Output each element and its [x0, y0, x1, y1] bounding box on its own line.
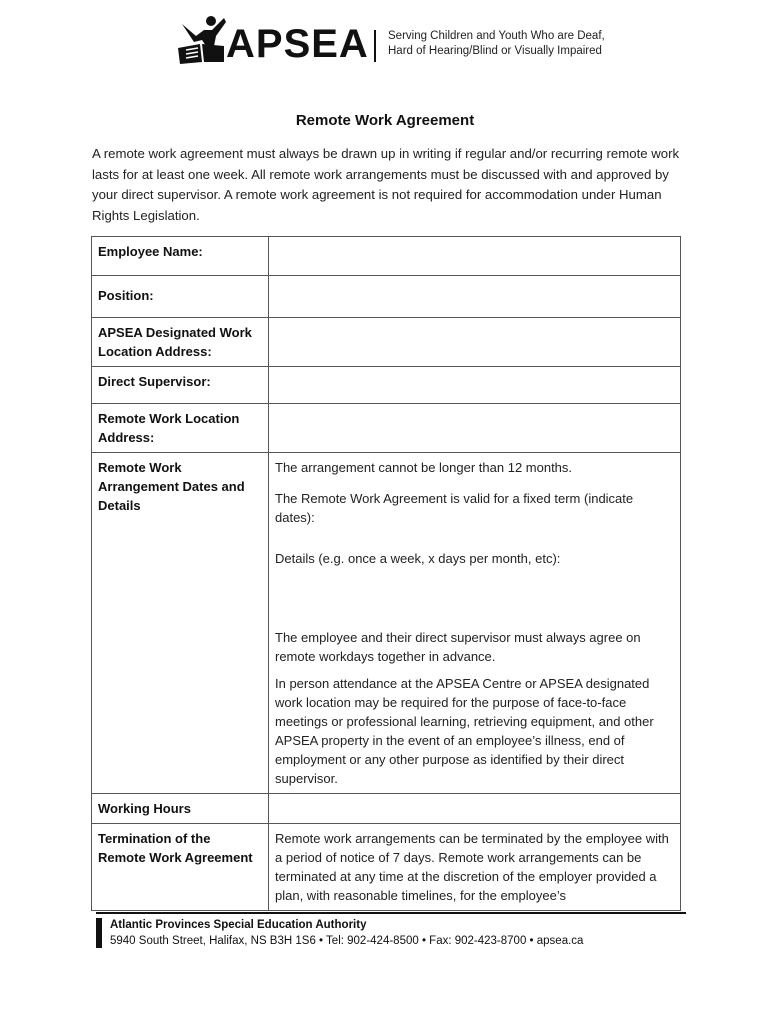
agreement-advance-text: The employee and their direct supervisor must always agree on remote workdays together in advance.	[275, 630, 641, 664]
document-title: Remote Work Agreement	[295, 112, 475, 129]
label-line: Remote Work Agreement	[98, 850, 253, 865]
employee-name-label: Employee Name:	[92, 237, 269, 276]
label-line: Details	[98, 498, 141, 513]
label-line: Location Address:	[98, 344, 212, 359]
label-line: Address:	[98, 430, 155, 445]
intro-paragraph: A remote work agreement must always be drawn up in writing if regular and/or recurring remote work lasts for at least one week. All remote work arrangements must be discussed with and approved by your direct supervisor. A remote work agreement is not required for accommodation under Human Rights Legislation.	[92, 146, 680, 223]
label-line: Arrangement Dates and	[98, 479, 245, 494]
label-line: APSEA Designated Work	[98, 325, 252, 340]
table-row	[92, 237, 681, 276]
table-row	[92, 367, 681, 404]
tagline	[388, 29, 605, 59]
agreement-form-table	[91, 236, 681, 911]
tagline-line: Hard of Hearing/Blind or Visually Impaired	[388, 45, 602, 57]
employee-name-field[interactable]	[269, 237, 681, 276]
footer-contact: 5940 South Street, Halifax, NS B3H 1S6 • Tel: 902-424-8500 • Fax: 902-423-8700 • apsea.ca	[110, 935, 584, 947]
working-hours-field[interactable]	[269, 794, 681, 824]
working-hours-label: Working Hours	[92, 794, 269, 824]
termination-text: Remote work arrangements can be terminated by the employee with a period of notice of 7 days. Remote work arrangements can be terminated at any time at the discretion of the employer provided a plan, with reasonable timelines, for the employee’s	[269, 824, 681, 911]
tagline-line: Serving Children and Youth Who are Deaf,	[388, 30, 605, 42]
direct-supervisor-field[interactable]	[269, 367, 681, 404]
table-row	[92, 824, 681, 911]
table-row	[92, 794, 681, 824]
attendance-text: In person attendance at the APSEA Centre or APSEA designated work location may be required for the purpose of face-to-face meetings or professional learning, retrieving equipment, and other APSEA property in the event of an employee’s illness, end of employment or any other purpose as identified by their direct supervisor.	[275, 676, 654, 786]
label-line: Remote Work Location	[98, 411, 240, 426]
table-row	[92, 404, 681, 453]
reading-child-icon	[176, 14, 228, 66]
footer-org-name: Atlantic Provinces Special Education Authority	[110, 919, 367, 931]
arrangement-limit-text: The arrangement cannot be longer than 12 months.	[275, 460, 573, 475]
designated-location-field[interactable]	[269, 318, 681, 367]
remote-location-field[interactable]	[269, 404, 681, 453]
arrangement-term-text: The Remote Work Agreement is valid for a fixed term (indicate dates):	[275, 491, 634, 525]
footer-accent-bar	[96, 918, 102, 948]
table-row	[92, 318, 681, 367]
footer	[96, 912, 686, 952]
details-entry-space[interactable]	[275, 580, 674, 628]
arrangement-details-cell[interactable]	[269, 453, 681, 794]
position-label: Position:	[92, 276, 269, 318]
termination-label	[92, 824, 269, 911]
remote-location-label	[92, 404, 269, 453]
label-line: Remote Work	[98, 460, 182, 475]
table-row	[92, 276, 681, 318]
footer-rule	[96, 912, 686, 914]
table-row	[92, 453, 681, 794]
label-line: Termination of the	[98, 831, 211, 846]
designated-location-label	[92, 318, 269, 367]
header-divider	[374, 30, 376, 62]
letterhead	[176, 14, 616, 72]
arrangement-details-text: Details (e.g. once a week, x days per month, etc):	[275, 551, 561, 566]
arrangement-label	[92, 453, 269, 794]
position-field[interactable]	[269, 276, 681, 318]
direct-supervisor-label: Direct Supervisor:	[92, 367, 269, 404]
logo-wordmark: APSEA	[226, 22, 369, 66]
